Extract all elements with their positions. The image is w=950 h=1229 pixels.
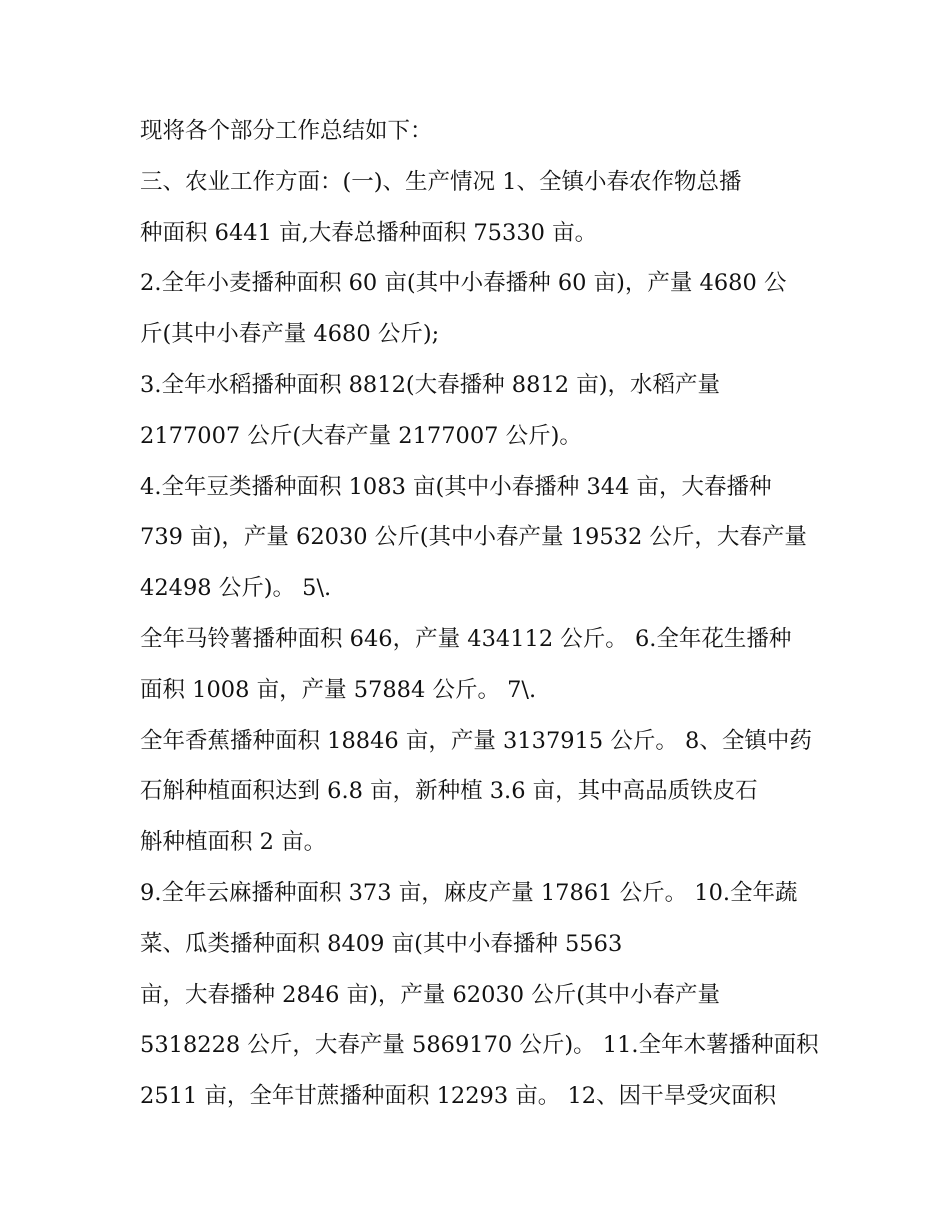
text-line: 菜、瓜类播种面积 8409 亩(其中小春播种 5563 (140, 930, 623, 957)
text-line: 石斛种植面积达到 6.8 亩，新种植 3.6 亩，其中高品质铁皮石 (140, 778, 758, 805)
text-line: 全年香蕉播种面积 18846 亩，产量 3137915 公斤。 8、全镇中药 (140, 727, 812, 754)
text-line: 3.全年水稻播种面积 8812(大春播种 8812 亩)，水稻产量 (140, 371, 721, 398)
text-line: 4.全年豆类播种面积 1083 亩(其中小春播种 344 亩，大春播种 (140, 473, 772, 500)
text-line: 2177007 公斤(大春产量 2177007 公斤)。 (140, 422, 582, 449)
text-line: 现将各个部分工作总结如下： (140, 118, 433, 144)
text-line: 种面积 6441 亩,大春总播种面积 75330 亩。 (140, 219, 598, 246)
document-body (140, 106, 820, 1122)
text-line: 2511 亩，全年甘蔗播种面积 12293 亩。 12、因干旱受灾面积 (140, 1083, 777, 1110)
text-line: 2.全年小麦播种面积 60 亩(其中小春播种 60 亩)，产量 4680 公 (140, 270, 787, 297)
text-line: 亩，大春播种 2846 亩)，产量 62030 公斤(其中小春产量 (140, 981, 721, 1008)
text-line: 斤(其中小春产量 4680 公斤); (140, 321, 440, 348)
text-line: 5318228 公斤，大春产量 5869170 公斤)。 11.全年木薯播种面积 (140, 1032, 819, 1059)
text-line: 面积 1008 亩，产量 57884 公斤。 7\. (140, 676, 537, 703)
text-line: 9.全年云麻播种面积 373 亩，麻皮产量 17861 公斤。 10.全年蔬 (140, 879, 798, 906)
text-line: 三、农业工作方面：(一)、生产情况 1、全镇小春农作物总播 (140, 168, 742, 195)
text-line: 全年马铃薯播种面积 646，产量 434112 公斤。 6.全年花生播种 (140, 625, 792, 652)
text-line: 斛种植面积 2 亩。 (140, 829, 327, 856)
text-line: 739 亩)，产量 62030 公斤(其中小春产量 19532 公斤，大春产量 (140, 524, 807, 551)
text-line: 42498 公斤)。 5\. (140, 575, 332, 602)
